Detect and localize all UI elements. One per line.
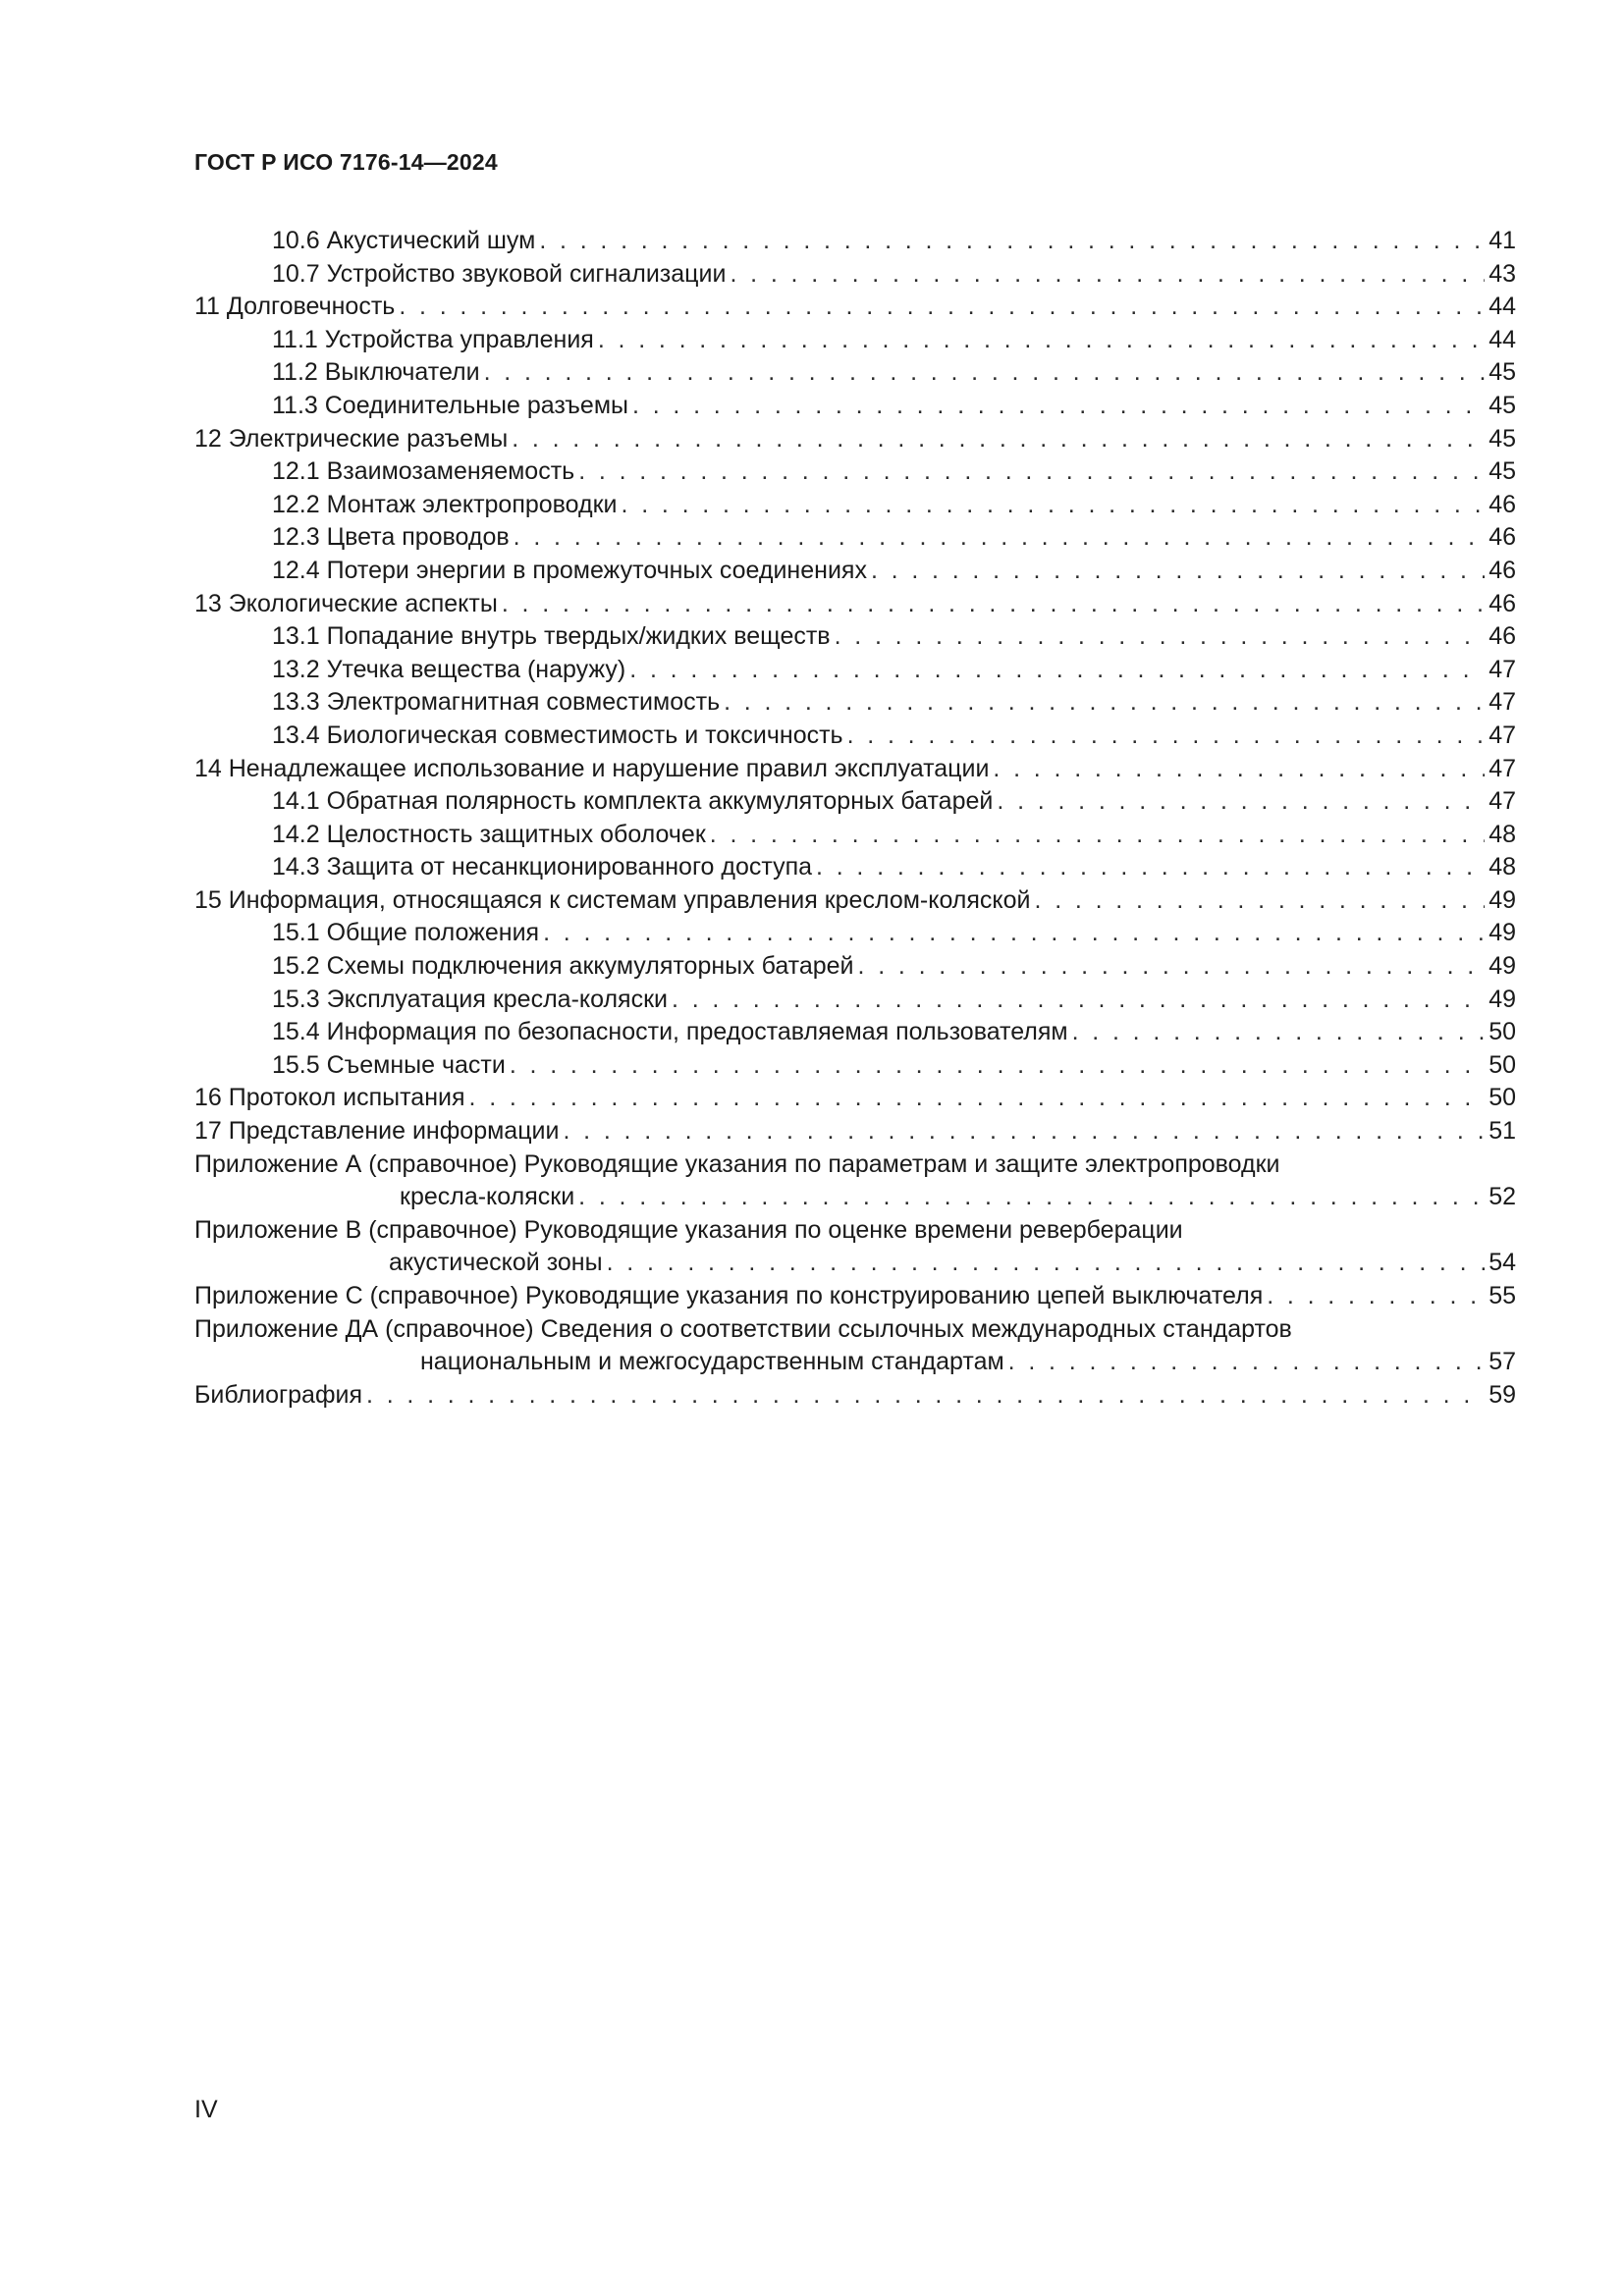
toc-entry-page: 46 xyxy=(1489,589,1516,617)
toc-annex-continuation xyxy=(194,1346,1516,1379)
toc-entry-page: 49 xyxy=(1489,885,1516,914)
dot-leader xyxy=(399,291,1485,324)
toc-entry-14-2[interactable] xyxy=(194,819,1516,852)
toc-entry-15-3[interactable] xyxy=(194,984,1516,1017)
toc-entry-title: 13.2 Утечка вещества (наружу) xyxy=(272,655,626,683)
dot-leader xyxy=(598,324,1485,357)
toc-entry-13[interactable] xyxy=(194,588,1516,621)
toc-entry-page: 47 xyxy=(1489,754,1516,782)
toc-entry-12-4[interactable] xyxy=(194,555,1516,588)
toc-entry-page: 45 xyxy=(1489,457,1516,486)
toc-entry-10-6[interactable] xyxy=(194,225,1516,258)
toc-annex-b[interactable] xyxy=(194,1214,1516,1280)
toc-entry-title: 12.1 Взаимозаменяемость xyxy=(272,457,575,486)
table-of-contents xyxy=(194,225,1516,1412)
dot-leader xyxy=(484,356,1486,390)
toc-entry-title: 10.6 Акустический шум xyxy=(272,227,536,254)
toc-entry-page: 43 xyxy=(1489,259,1516,288)
page-number: IV xyxy=(194,2096,218,2123)
toc-entry-page: 49 xyxy=(1489,919,1516,947)
toc-entry-title: 13.1 Попадание внутрь твердых/жидких веществ xyxy=(272,622,831,651)
dot-leader xyxy=(710,819,1485,852)
toc-entry-title: 14.1 Обратная полярность комплекта аккумуляторных батарей xyxy=(272,787,994,816)
toc-entry-14-3[interactable] xyxy=(194,851,1516,884)
toc-entry-13-3[interactable] xyxy=(194,686,1516,720)
dot-leader xyxy=(469,1082,1486,1115)
toc-entry-16[interactable] xyxy=(194,1082,1516,1115)
toc-entry-14-1[interactable] xyxy=(194,785,1516,819)
dot-leader xyxy=(510,1049,1485,1083)
toc-annex-title-cont: кресла-коляски xyxy=(400,1183,575,1211)
toc-entry-title: 15.1 Общие положения xyxy=(272,919,540,947)
toc-annex-title: Приложение ДА (справочное) Сведения о соответствии ссылочных международных стандартов xyxy=(194,1314,1292,1343)
toc-entry-page: 41 xyxy=(1489,227,1516,254)
toc-entry-title: 15 Информация, относящаяся к системам управления креслом-коляской xyxy=(194,885,1031,914)
toc-entry-title: 17 Представление информации xyxy=(194,1117,560,1146)
toc-entry-page: 46 xyxy=(1489,523,1516,552)
toc-entry-title: 10.7 Устройство звуковой сигнализации xyxy=(272,259,727,288)
toc-entry-13-4[interactable] xyxy=(194,720,1516,753)
toc-annex-title: Приложение С (справочное) Руководящие указания по конструированию цепей выключателя xyxy=(194,1282,1264,1309)
toc-entry-page: 47 xyxy=(1489,655,1516,683)
toc-annex-da[interactable] xyxy=(194,1313,1516,1379)
dot-leader xyxy=(629,654,1485,687)
toc-entry-page: 47 xyxy=(1489,721,1516,749)
dot-leader xyxy=(622,489,1486,522)
toc-entry-title: 14 Ненадлежащее использование и нарушение правил эксплуатации xyxy=(194,754,990,782)
toc-entry-title: 11.2 Выключатели xyxy=(272,358,480,387)
toc-entry-page: 57 xyxy=(1489,1348,1516,1376)
toc-entry-title: 12 Электрические разъемы xyxy=(194,424,509,453)
toc-entry-11-2[interactable] xyxy=(194,356,1516,390)
toc-entry-page: 59 xyxy=(1489,1380,1516,1409)
toc-annex-title: Приложение В (справочное) Руководящие указания по оценке времени реверберации xyxy=(194,1215,1183,1244)
document-header: ГОСТ Р ИСО 7176-14—2024 xyxy=(194,149,498,175)
toc-entry-page: 46 xyxy=(1489,622,1516,651)
toc-entry-title: 12.4 Потери энергии в промежуточных соединениях xyxy=(272,556,867,584)
toc-entry-13-2[interactable] xyxy=(194,654,1516,687)
toc-entry-title: 14.3 Защита от несанкционированного доступа xyxy=(272,853,813,881)
toc-entry-14[interactable] xyxy=(194,753,1516,786)
toc-entry-page: 52 xyxy=(1489,1183,1516,1211)
toc-entry-title: 15.3 Эксплуатация кресла-коляски xyxy=(272,985,668,1013)
dot-leader xyxy=(607,1247,1486,1280)
toc-entry-15-4[interactable] xyxy=(194,1016,1516,1049)
toc-entry-page: 50 xyxy=(1489,1018,1516,1046)
toc-entry-13-1[interactable] xyxy=(194,620,1516,654)
toc-entry-15-1[interactable] xyxy=(194,917,1516,950)
dot-leader xyxy=(835,620,1486,654)
toc-entry-title: 14.2 Целостность защитных оболочек xyxy=(272,820,706,848)
toc-entry-15[interactable] xyxy=(194,884,1516,918)
toc-entry-page: 49 xyxy=(1489,985,1516,1013)
dot-leader xyxy=(502,588,1485,621)
toc-entry-11-3[interactable] xyxy=(194,390,1516,423)
toc-entry-page: 47 xyxy=(1489,688,1516,717)
toc-entry-title: 13.3 Электромагнитная совместимость xyxy=(272,688,721,717)
toc-entry-title: 11 Долговечность xyxy=(194,293,396,321)
dot-leader xyxy=(730,258,1485,292)
toc-entry-title: 13 Экологические аспекты xyxy=(194,589,498,617)
toc-entry-11[interactable] xyxy=(194,291,1516,324)
toc-entry-15-2[interactable] xyxy=(194,950,1516,984)
toc-entry-title: 11.1 Устройства управления xyxy=(272,325,594,353)
toc-entry-title: 12.3 Цвета проводов xyxy=(272,523,510,552)
toc-entry-11-1[interactable] xyxy=(194,324,1516,357)
toc-entry-15-5[interactable] xyxy=(194,1049,1516,1083)
dot-leader xyxy=(993,753,1485,786)
toc-entry-page: 49 xyxy=(1489,952,1516,981)
dot-leader xyxy=(724,686,1485,720)
dot-leader xyxy=(672,984,1485,1017)
toc-annex-continuation xyxy=(194,1247,1516,1280)
toc-entry-page: 55 xyxy=(1489,1282,1516,1309)
dot-leader xyxy=(858,950,1486,984)
dot-leader xyxy=(632,390,1485,423)
dot-leader xyxy=(1072,1016,1486,1049)
toc-annex-a[interactable] xyxy=(194,1148,1516,1214)
toc-entry-page: 45 xyxy=(1489,391,1516,419)
toc-entry-title: 11.3 Соединительные разъемы xyxy=(272,391,628,419)
toc-annex-title-cont: акустической зоны xyxy=(389,1249,603,1277)
toc-entry-title: 15.5 Съемные части xyxy=(272,1050,506,1079)
dot-leader xyxy=(871,555,1485,588)
toc-entry-12-3[interactable] xyxy=(194,521,1516,555)
toc-entry-page: 46 xyxy=(1489,556,1516,584)
toc-entry-page: 50 xyxy=(1489,1050,1516,1079)
toc-entry-17[interactable] xyxy=(194,1115,1516,1148)
toc-entry-title: 16 Протокол испытания xyxy=(194,1084,465,1112)
dot-leader xyxy=(512,423,1485,456)
toc-entry-title: 15.2 Схемы подключения аккумуляторных батарей xyxy=(272,952,854,981)
toc-entry-bibliography[interactable] xyxy=(194,1379,1516,1413)
dot-leader xyxy=(514,521,1486,555)
dot-leader xyxy=(578,455,1485,489)
dot-leader xyxy=(539,225,1485,258)
dot-leader xyxy=(563,1115,1485,1148)
toc-annex-continuation xyxy=(194,1181,1516,1214)
toc-entry-page: 51 xyxy=(1489,1117,1516,1146)
toc-entry-page: 54 xyxy=(1489,1249,1516,1277)
toc-annex-c[interactable] xyxy=(194,1280,1516,1313)
toc-entry-page: 50 xyxy=(1489,1084,1516,1112)
toc-entry-12-1[interactable] xyxy=(194,455,1516,489)
toc-entry-page: 44 xyxy=(1489,325,1516,353)
dot-leader xyxy=(578,1181,1485,1214)
dot-leader xyxy=(847,720,1486,753)
dot-leader xyxy=(1008,1346,1486,1379)
toc-entry-title: Библиография xyxy=(194,1380,363,1409)
toc-annex-title: Приложение А (справочное) Руководящие указания по параметрам и защите электропроводки xyxy=(194,1149,1280,1178)
toc-entry-page: 45 xyxy=(1489,424,1516,453)
toc-entry-page: 45 xyxy=(1489,358,1516,387)
toc-entry-page: 47 xyxy=(1489,787,1516,816)
toc-entry-title: 12.2 Монтаж электропроводки xyxy=(272,490,618,518)
dot-leader xyxy=(1267,1280,1485,1313)
toc-annex-title-cont: национальным и межгосударственным стандартам xyxy=(420,1348,1004,1376)
dot-leader xyxy=(816,851,1485,884)
toc-entry-page: 46 xyxy=(1489,490,1516,518)
dot-leader xyxy=(997,785,1485,819)
toc-entry-page: 48 xyxy=(1489,853,1516,881)
toc-entry-page: 44 xyxy=(1489,293,1516,321)
toc-entry-title: 15.4 Информация по безопасности, предоставляемая пользователям xyxy=(272,1018,1068,1046)
toc-entry-12-2[interactable] xyxy=(194,489,1516,522)
toc-entry-12[interactable] xyxy=(194,423,1516,456)
dot-leader xyxy=(1035,884,1486,918)
dot-leader xyxy=(543,917,1485,950)
toc-entry-title: 13.4 Биологическая совместимость и токсичность xyxy=(272,721,843,749)
toc-entry-page: 48 xyxy=(1489,820,1516,848)
toc-entry-10-7[interactable] xyxy=(194,258,1516,292)
dot-leader xyxy=(366,1379,1485,1413)
